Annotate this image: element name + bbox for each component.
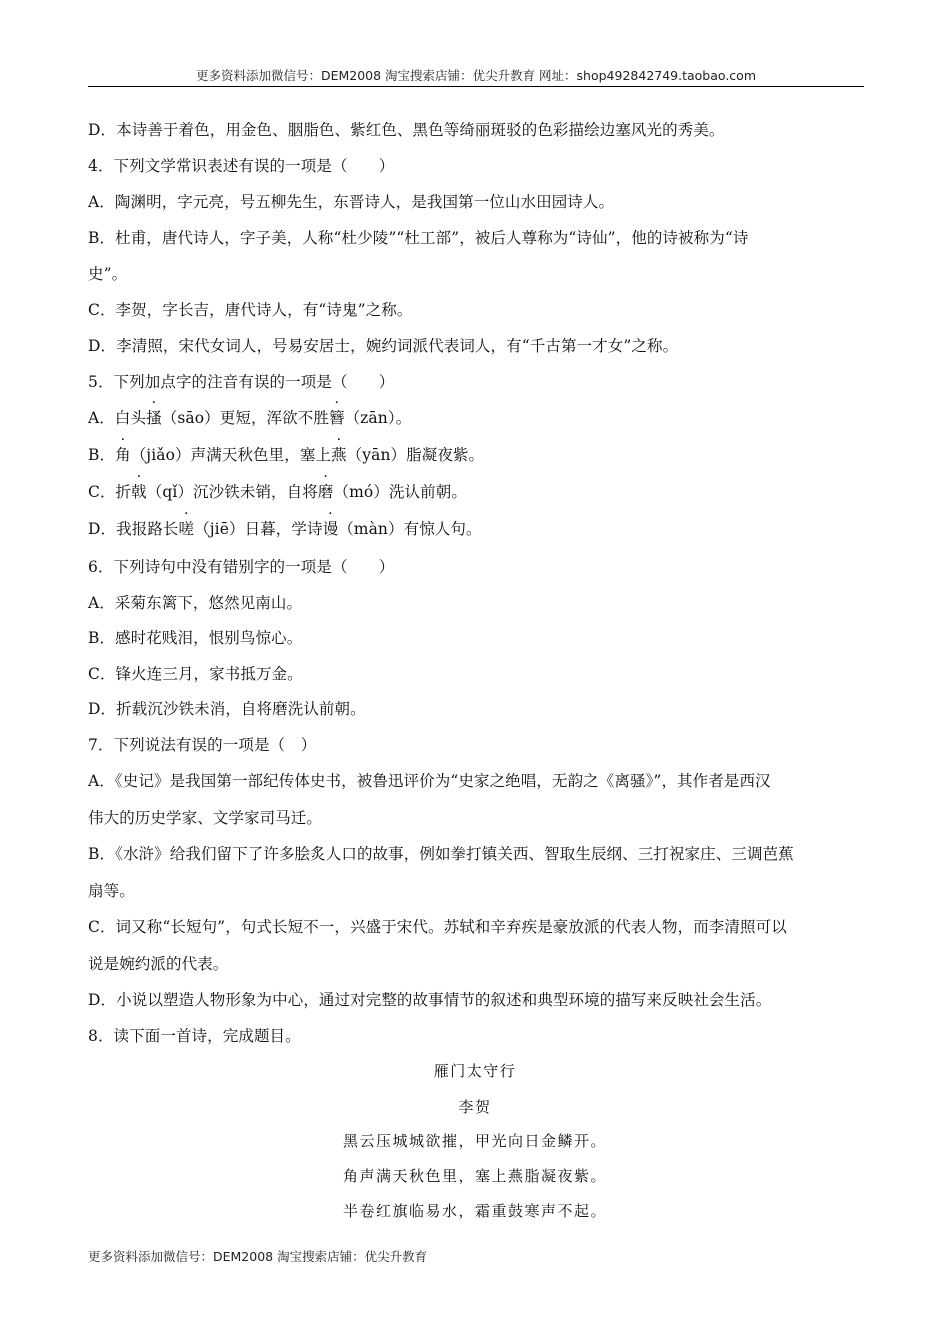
poem-title: 雁门太守行: [433, 1062, 517, 1080]
emphasis-char: 嗟: [178, 520, 195, 538]
q4-option-c: C．李贺，字长吉，唐代诗人，有“诗鬼”之称。: [88, 301, 413, 319]
q6-option-c: C．锋火连三月，家书抵万金。: [88, 665, 303, 683]
q5-option-d: D．我报路长嗟（jiē）日暮，学诗谩（màn）有惊人句。: [88, 517, 858, 539]
q6-option-b: B．感时花贱泪，恨别鸟惊心。: [88, 629, 303, 647]
emphasis-char: 燕: [331, 446, 347, 464]
q5-stem: 5．下列加点字的注音有误的一项是（ ）: [88, 373, 395, 391]
q4-option-d: D．李清照，宋代女词人，号易安居士，婉约词派代表词人，有“千古第一才女”之称。: [88, 337, 679, 355]
q7-option-c-line1: C．词又称“长短句”，句式长短不一，兴盛于宋代。苏轼和辛弃疾是豪放派的代表人物，而李清照可以: [88, 918, 787, 936]
q5-option-b: B．角（jiǎo）声满天秋色里，塞上燕（yān）脂凝夜紫。: [88, 443, 858, 465]
q7-option-a-line1: A．《史记》是我国第一部纪传体史书，被鲁迅评价为“史家之绝唱，无韵之《离骚》”，其作者是西汉: [88, 772, 771, 790]
q5-option-c: C．折戟（qǐ）沉沙铁未销，自将磨（mó）洗认前朝。: [88, 480, 858, 502]
q7-option-d: D．小说以塑造人物形象为中心，通过对完整的故事情节的叙述和典型环境的描写来反映社会生活。: [88, 991, 772, 1009]
emphasis-char: 谩: [322, 520, 339, 538]
emphasis-char: 搔: [146, 409, 162, 427]
poem-line: 角声满天秋色里，塞上燕脂凝夜紫。: [342, 1167, 607, 1185]
q7-option-b-line2: 扇等。: [88, 882, 135, 900]
q8-stem: 8．读下面一首诗，完成题目。: [88, 1027, 301, 1045]
q7-stem: 7．下列说法有误的一项是（ ）: [88, 736, 317, 754]
q6-option-d: D．折载沉沙铁未消，自将磨洗认前朝。: [88, 700, 366, 718]
q3-option-d: D．本诗善于着色，用金色、胭脂色、紫红色、黑色等绮丽斑驳的色彩描绘边塞风光的秀美。: [88, 121, 725, 139]
page-footer: 更多资料添加微信号：DEM2008 淘宝搜索店铺：优尖升教育: [88, 1249, 428, 1264]
q4-option-b-line1: B．杜甫，唐代诗人，字子美，人称“杜少陵”“杜工部”，被后人尊称为“诗仙”，他的诗被称为“诗: [88, 229, 749, 247]
poem-author: 李贺: [458, 1098, 492, 1116]
q7-option-c-line2: 说是婉约派的代表。: [88, 955, 229, 973]
q5-option-a: A．白头搔（sāo）更短，浑欲不胜簪（zān）。: [88, 406, 858, 428]
q4-stem: 4．下列文学常识表述有误的一项是（ ）: [88, 157, 395, 175]
emphasis-char: 角: [115, 446, 131, 464]
poem-line: 黑云压城城欲摧，甲光向日金鳞开。: [342, 1132, 607, 1150]
q7-option-a-line2: 伟大的历史学家、文学家司马迁。: [88, 809, 323, 827]
emphasis-char: 磨: [317, 483, 334, 501]
page-header: 更多资料添加微信号：DEM2008 淘宝搜索店铺：优尖升教育 网址：shop492842749.taobao.com: [195, 68, 757, 83]
q6-option-a: A．采菊东篱下，悠然见南山。: [88, 594, 303, 612]
emphasis-char: 戟: [131, 483, 147, 501]
q6-stem: 6．下列诗句中没有错别字的一项是（ ）: [88, 558, 395, 576]
q4-option-b-line2: 史”。: [88, 265, 128, 283]
poem-line: 半卷红旗临易水，霜重鼓寒声不起。: [342, 1202, 607, 1220]
header-divider: [88, 86, 864, 87]
emphasis-char: 簪: [328, 409, 345, 427]
q4-option-a: A．陶渊明，字元亮，号五柳先生，东晋诗人，是我国第一位山水田园诗人。: [88, 193, 615, 211]
q7-option-b-line1: B．《水浒》给我们留下了许多脍炙人口的故事，例如拳打镇关西、智取生辰纲、三打祝家庄、三调芭蕉: [88, 845, 794, 863]
